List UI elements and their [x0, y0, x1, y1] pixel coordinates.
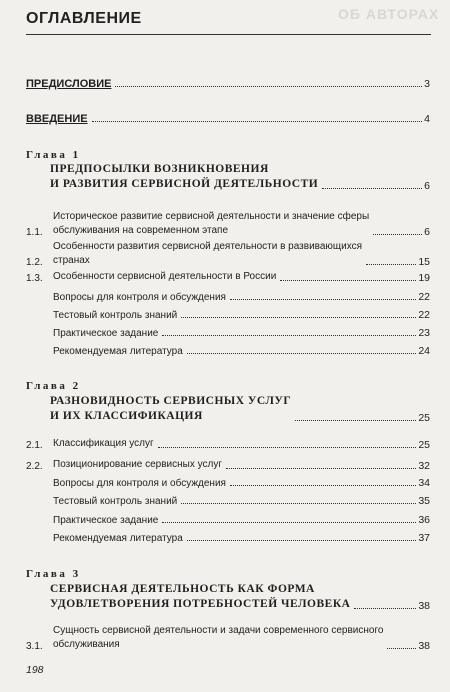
- dot-leader: [187, 540, 417, 541]
- toc-page-number: 38: [418, 600, 430, 612]
- toc-section-1-2[interactable]: [26, 240, 430, 268]
- section-title: Позиционирование сервисных услуг: [53, 459, 223, 470]
- section-number: 1.3.: [26, 273, 43, 284]
- toc-extra-literature[interactable]: [53, 532, 430, 544]
- toc-chapter-2[interactable]: [50, 394, 430, 424]
- toc-extra-questions[interactable]: [53, 477, 430, 489]
- toc-page-number: 24: [418, 345, 430, 357]
- toc-section-1-1[interactable]: [26, 210, 430, 238]
- toc-page-number: 23: [418, 327, 430, 339]
- dot-leader: [280, 280, 416, 281]
- chapter-title: СЕРВИСНАЯ ДЕЯТЕЛЬНОСТЬ КАК ФОРМА УДОВЛЕТВОРЕНИЯ ПОТРЕБНОСТЕЙ ЧЕЛОВЕКА: [50, 583, 351, 610]
- dot-leader: [230, 485, 416, 486]
- toc-section-2-2[interactable]: [26, 458, 430, 472]
- toc-page-number: 38: [418, 640, 430, 652]
- toc-extra-questions[interactable]: [53, 291, 430, 303]
- page-folio: 198: [26, 664, 44, 676]
- toc-section-2-1[interactable]: [26, 437, 430, 451]
- section-number: 1.1.: [26, 227, 43, 238]
- dot-leader: [162, 522, 416, 523]
- toc-chapter-1[interactable]: [50, 162, 430, 192]
- dot-leader: [181, 317, 416, 318]
- toc-page-number: 25: [418, 412, 430, 424]
- toc-page-number: 6: [424, 180, 430, 192]
- header-divider: [26, 34, 431, 35]
- toc-page-number: 15: [418, 256, 430, 268]
- toc-extra-test[interactable]: [53, 309, 430, 321]
- section-number: 2.2.: [26, 461, 43, 472]
- toc-page-number: 22: [418, 309, 430, 321]
- dot-leader: [226, 468, 416, 469]
- section-title: Особенности сервисной деятельности в России: [53, 271, 277, 282]
- toc-entry-introduction[interactable]: [26, 113, 430, 125]
- dot-leader: [230, 299, 416, 300]
- toc-page-number: 6: [424, 226, 430, 238]
- toc-page-number: 34: [418, 477, 430, 489]
- section-title: Историческое развитие сервисной деятельности и значение сферы обслуживания на современном этапе: [53, 211, 370, 236]
- toc-page-number: 32: [418, 460, 430, 472]
- extra-title: Вопросы для контроля и обсуждения: [53, 292, 226, 303]
- extra-title: Практическое задание: [53, 515, 159, 526]
- bleed-through-heading: ОБ АВТОРАХ: [338, 6, 440, 22]
- dot-leader: [115, 86, 422, 87]
- toc-page-number: 3: [424, 78, 430, 90]
- toc-extra-literature[interactable]: [53, 345, 430, 357]
- chapter-label: Глава 3: [26, 568, 81, 580]
- toc-entry-title: ВВЕДЕНИЕ: [26, 113, 88, 125]
- dot-leader: [354, 608, 416, 609]
- toc-page-number: 37: [418, 532, 430, 544]
- chapter-label: Глава 2: [26, 380, 81, 392]
- section-number: 2.1.: [26, 440, 43, 451]
- extra-title: Практическое задание: [53, 328, 159, 339]
- toc-entry-title: ПРЕДИСЛОВИЕ: [26, 78, 112, 90]
- dot-leader: [158, 447, 417, 448]
- dot-leader: [181, 503, 416, 504]
- dot-leader: [322, 188, 422, 189]
- toc-section-3-1[interactable]: [26, 624, 430, 652]
- toc-page-number: 4: [424, 113, 430, 125]
- toc-extra-practice[interactable]: [53, 327, 430, 339]
- toc-entry-preface[interactable]: [26, 78, 430, 90]
- section-title: Сущность сервисной деятельности и задачи современного сервисного обслуживания: [53, 625, 384, 650]
- dot-leader: [373, 234, 422, 235]
- toc-page-number: 19: [418, 272, 430, 284]
- toc-page-number: 25: [418, 439, 430, 451]
- extra-title: Тестовый контроль знаний: [53, 496, 178, 507]
- dot-leader: [366, 264, 416, 265]
- chapter-label: Глава 1: [26, 149, 81, 161]
- toc-page-number: 35: [418, 495, 430, 507]
- section-title: Классификация услуг: [53, 438, 154, 449]
- section-title: Особенности развития сервисной деятельности в развивающихся странах: [53, 241, 363, 266]
- toc-section-1-3[interactable]: [26, 270, 430, 284]
- dot-leader: [387, 648, 416, 649]
- toc-extra-practice[interactable]: [53, 514, 430, 526]
- extra-title: Рекомендуемая литература: [53, 346, 183, 357]
- chapter-title: РАЗНОВИДНОСТЬ СЕРВИСНЫХ УСЛУГ И ИХ КЛАССИФИКАЦИЯ: [50, 395, 292, 422]
- dot-leader: [162, 335, 416, 336]
- toc-page-number: 22: [418, 291, 430, 303]
- toc-chapter-3[interactable]: [50, 582, 430, 612]
- section-number: 3.1.: [26, 641, 43, 652]
- toc-extra-test[interactable]: [53, 495, 430, 507]
- chapter-title: ПРЕДПОСЫЛКИ ВОЗНИКНОВЕНИЯ И РАЗВИТИЯ СЕРВИСНОЙ ДЕЯТЕЛЬНОСТИ: [50, 163, 319, 190]
- page-title: ОГЛАВЛЕНИЕ: [26, 10, 142, 27]
- extra-title: Рекомендуемая литература: [53, 533, 183, 544]
- extra-title: Вопросы для контроля и обсуждения: [53, 478, 226, 489]
- dot-leader: [295, 420, 416, 421]
- toc-page-number: 36: [418, 514, 430, 526]
- page-header: [26, 10, 142, 28]
- dot-leader: [187, 353, 417, 354]
- dot-leader: [92, 121, 423, 122]
- extra-title: Тестовый контроль знаний: [53, 310, 178, 321]
- section-number: 1.2.: [26, 257, 43, 268]
